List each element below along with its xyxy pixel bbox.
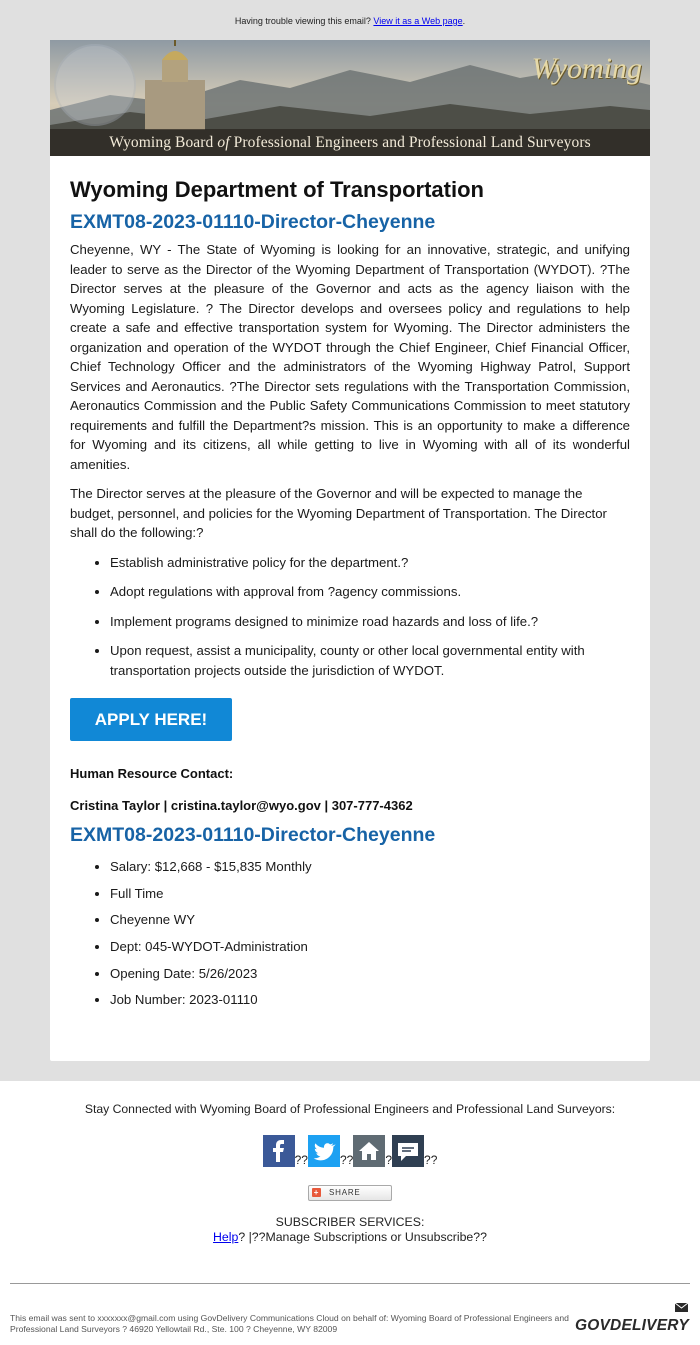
job-detail-item: • Salary: $12,668 - $15,835 Monthly	[110, 857, 630, 876]
govdelivery-logo	[570, 1303, 690, 1337]
subscriber-services	[0, 1215, 700, 1245]
hr-contact-details: Cristina Taylor | cristina.taylor@wyo.gov | 307-777-4362	[70, 798, 413, 813]
share-button[interactable]	[308, 1185, 392, 1201]
social-separator: ?	[385, 1153, 393, 1167]
message-icon[interactable]	[392, 1135, 424, 1167]
twitter-icon[interactable]	[308, 1135, 340, 1167]
apply-button[interactable]: APPLY HERE!	[70, 698, 232, 741]
job-detail-item: • Opening Date: 5/26/2023	[110, 964, 630, 983]
hr-contact-label: Human Resource Contact:	[70, 766, 234, 781]
duties-list	[70, 553, 630, 681]
manage-subscriptions-link[interactable]: ? |??Manage Subscriptions or Unsubscribe??	[238, 1230, 487, 1244]
job-details-list	[70, 857, 630, 1009]
wyoming-logo: Wyoming	[531, 52, 642, 85]
social-links	[0, 1135, 700, 1169]
banner-caption	[50, 129, 650, 156]
duty-item: • Implement programs designed to minimize road hazards and loss of life.?	[110, 612, 630, 632]
govdelivery-text: GOVDELIVERY	[575, 1317, 689, 1334]
home-icon[interactable]	[353, 1135, 385, 1167]
subscriber-links	[0, 1230, 700, 1245]
duties-intro-paragraph: The Director serves at the pleasure of the Governor and will be expected to manage the budget, personnel, and policies for the Wyoming Department of Transportation. The Director shall do the following:?	[70, 486, 607, 540]
org-title: Wyoming Department of Transportation	[70, 177, 484, 202]
share-wrap	[0, 1182, 700, 1201]
email-footer	[0, 1081, 700, 1334]
email-card	[50, 40, 650, 1061]
share-label: SHARE	[329, 1188, 361, 1197]
view-web-page-link[interactable]: View it as a Web page	[373, 16, 463, 26]
header-banner	[50, 40, 650, 156]
banner-caption-post: Professional Engineers and Professional Land Surveyors	[229, 134, 591, 151]
social-separator: ??	[294, 1153, 308, 1167]
preheader-period: .	[462, 16, 466, 26]
job-detail-item: • Full Time	[110, 884, 630, 903]
job-detail-item: • Dept: 045-WYDOT-Administration	[110, 937, 630, 956]
help-link[interactable]: Help	[213, 1230, 239, 1244]
job-title: EXMT08-2023-01110-Director-Cheyenne	[70, 211, 436, 233]
trouble-text: Having trouble viewing this email?	[234, 16, 371, 26]
banner-caption-of: of	[217, 134, 230, 151]
subscriber-heading: SUBSCRIBER SERVICES:	[275, 1215, 425, 1229]
description-paragraph: Cheyenne, WY - The State of Wyoming is looking for an innovative, strategic, and unifying leader to serve as the Director of the Wyoming Department of Transportation (WYDOT). ?The Director serves at the pleasure of the Governor and acts as the agency liaison with the Wyoming Legislature. ? The Director develops and oversees policy and regulations to help create a safe and effective transportation system for Wyoming. The Director administers the organization and operation of the WYDOT through the Chief Engineer, Chief Financial Officer, Chief Technology Officer and the administrators of the Wyoming Highway Patrol, Support Services and Aeronautics. ?The Director sets regulations with the Transportation Commission, Aeronautics Commission and the Public Safety Communications Commission to meet statutory requirements and fulfill the Department?s mission. This is an opportunity to make a difference for Wyoming and its citizens, all while getting to live in Wyoming with all of its wonderful amenities.	[70, 242, 630, 472]
facebook-icon[interactable]	[263, 1135, 295, 1167]
sent-notice: This email was sent to xxxxxxx@gmail.com using GovDelivery Communications Cloud on behalf of: Wyoming Board of Professional Engineers and Professional Land Surveyors ? 46920 Yellowtail Rd., Ste. 100 ? Cheyenne, WY 82009	[10, 1313, 569, 1334]
duty-item: • Upon request, assist a municipality, county or other local governmental entity with transportation projects outside the jurisdiction of WYDOT.	[110, 641, 630, 680]
job-title-secondary: EXMT08-2023-01110-Director-Cheyenne	[70, 824, 436, 846]
duty-item: • Establish administrative policy for the department.?	[110, 553, 630, 573]
duty-item: • Adopt regulations with approval from ?agency commissions.	[110, 582, 630, 602]
stay-connected-text: Stay Connected with Wyoming Board of Professional Engineers and Professional Land Surveyors:	[84, 1102, 616, 1116]
article-content	[50, 156, 650, 1009]
preheader	[0, 0, 700, 40]
job-detail-item: • Job Number: 2023-01110	[110, 990, 630, 1009]
social-separator: ??	[339, 1153, 354, 1167]
banner-caption-pre: Wyoming Board	[109, 134, 218, 151]
footer-divider	[10, 1283, 690, 1284]
job-detail-item: • Cheyenne WY	[110, 910, 630, 929]
social-separator: ??	[424, 1153, 438, 1167]
share-plus-icon: +	[313, 1188, 320, 1197]
